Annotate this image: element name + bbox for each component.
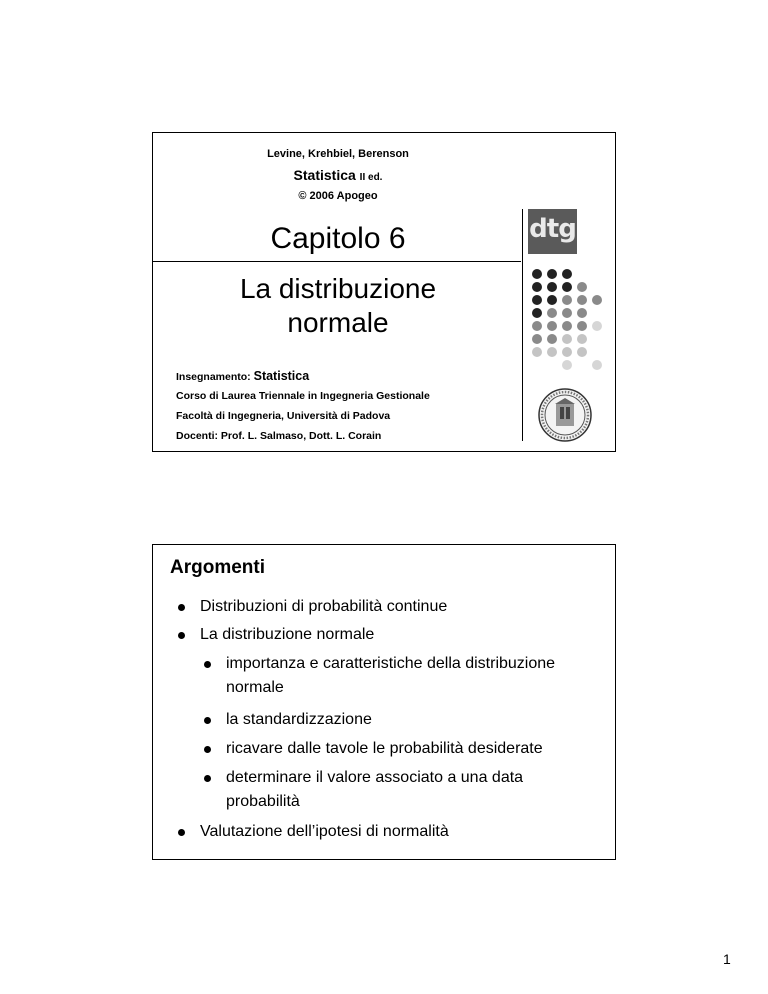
copyright: © 2006 Apogeo (298, 190, 378, 202)
outline-subitem: ricavare dalle tavole le probabilità desiderate (226, 738, 606, 760)
decorative-dot (577, 308, 587, 318)
outline-item: Valutazione dell’ipotesi di normalità (200, 821, 449, 843)
decorative-dot (547, 308, 557, 318)
decorative-dot (532, 295, 542, 305)
topic-title (153, 272, 523, 340)
decorative-dot (562, 347, 572, 357)
decorative-dot (532, 334, 542, 344)
university-seal-icon (538, 388, 592, 442)
course-line (176, 369, 309, 383)
outline-subitem: importanza e caratteristiche della distribuzione (226, 653, 606, 675)
decorative-dot (577, 334, 587, 344)
decorative-dot (547, 347, 557, 357)
decorative-dot (592, 295, 602, 305)
decorative-dot (592, 321, 602, 331)
page-number: 1 (723, 951, 731, 967)
outline-subitem: la standardizzazione (226, 709, 606, 731)
outline-item: La distribuzione normale (200, 624, 374, 646)
decorative-dot (562, 269, 572, 279)
outline-title: Argomenti (170, 557, 265, 578)
decorative-dot (562, 321, 572, 331)
faculty-line: Facoltà di Ingegneria, Università di Padova (176, 410, 391, 422)
decorative-dot (577, 295, 587, 305)
outline-subitem: determinare il valore associato a una data (226, 767, 606, 789)
edition: II ed. (359, 172, 383, 183)
course-label: Insegnamento: (176, 371, 251, 383)
decorative-dot (547, 269, 557, 279)
decorative-dot (532, 308, 542, 318)
chapter-title: Capitolo 6 (270, 222, 406, 255)
dtg-logo (528, 209, 577, 254)
slide-outline (152, 544, 616, 860)
decorative-dot (532, 269, 542, 279)
decorative-dot (577, 347, 587, 357)
decorative-dot (562, 334, 572, 344)
decorative-dot (547, 282, 557, 292)
decorative-dot (592, 360, 602, 370)
authors: Levine, Krehbiel, Berenson (267, 148, 409, 160)
decorative-dot (577, 282, 587, 292)
decorative-dot (562, 308, 572, 318)
dtg-logo-text: dtg (529, 214, 576, 244)
degree-line: Corso di Laurea Triennale in Ingegneria Gestionale (176, 390, 430, 402)
decorative-dot (547, 334, 557, 344)
book-title (153, 167, 523, 183)
topic-line-2: normale (287, 307, 389, 338)
decorative-dot (532, 321, 542, 331)
slide-title (152, 132, 616, 452)
horizontal-divider (153, 261, 521, 262)
decorative-dot (547, 321, 557, 331)
course-name: Statistica (253, 369, 310, 383)
decorative-dot (532, 282, 542, 292)
dot-pattern (528, 267, 608, 377)
outline-subitem-continuation: probabilità (226, 793, 300, 810)
book-title-text: Statistica (293, 167, 356, 183)
decorative-dot (562, 360, 572, 370)
decorative-dot (562, 282, 572, 292)
decorative-dot (532, 347, 542, 357)
topic-line-1: La distribuzione (239, 273, 437, 304)
decorative-dot (562, 295, 572, 305)
teachers-line: Docenti: Prof. L. Salmaso, Dott. L. Corain (176, 430, 382, 442)
decorative-dot (577, 321, 587, 331)
outline-subitem-continuation: normale (226, 679, 284, 696)
decorative-dot (547, 295, 557, 305)
outline-item: Distribuzioni di probabilità continue (200, 596, 447, 618)
